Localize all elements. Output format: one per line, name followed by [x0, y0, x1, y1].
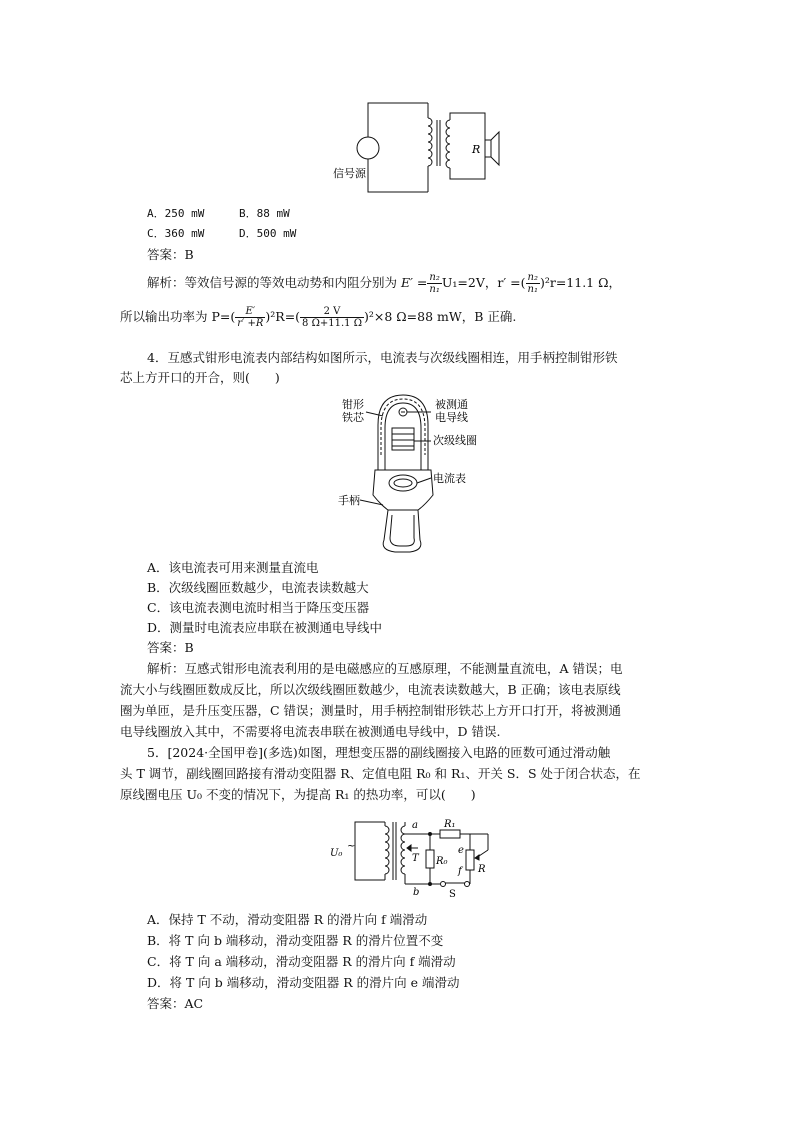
clamp-core-label-1: 钳形 [342, 398, 364, 411]
ac-source-symbol: ~ [347, 841, 356, 852]
q4-option-b: B．次级线圈匝数越少，电流表读数越大 [147, 580, 369, 595]
measured-wire-label-1: 被测通 [435, 398, 468, 411]
r0-label: R₀ [436, 856, 448, 867]
resistor-r-label: R [472, 143, 481, 156]
q3-option-d: D．500 mW [239, 227, 297, 240]
q3-answer: 答案：B [147, 247, 194, 262]
q4-analysis-line2: 流大小与线圈匝数成反比，所以次级线圈匝数越少，电流表读数越大，B 正确；该电表原线 [120, 682, 621, 697]
q5-option-c: C．将 T 向 a 端移动，滑动变阻器 R 的滑片向 f 端滑动 [147, 954, 456, 969]
terminal-b-label: b [413, 887, 420, 898]
terminal-f-label: f [458, 866, 462, 877]
q4-answer: 答案：B [147, 640, 194, 655]
q5-stem-line1: 5．[2024·全国甲卷](多选)如图，理想变压器的副线圈接入电路的匝数可通过滑动触 [147, 745, 611, 760]
terminal-e-label: e [458, 845, 464, 856]
q3-option-b: B．88 mW [239, 207, 290, 220]
q3-option-a: A．250 mW [147, 207, 205, 220]
q4-stem-line2: 芯上方开口的开合，则( ) [120, 370, 280, 385]
slider-t-label: T [412, 853, 419, 864]
q5-stem-line3: 原线圈电压 U₀ 不变的情况下，为提高 R₁ 的热功率，可以( ) [120, 787, 476, 802]
q5-option-d: D．将 T 向 b 端移动，滑动变阻器 R 的滑片向 e 端滑动 [147, 975, 460, 990]
q4-option-c: C．该电流表测电流时相当于降压变压器 [147, 600, 370, 615]
q4-option-a: A．该电流表可用来测量直流电 [147, 560, 319, 575]
q4-stem-line1: 4．互感式钳形电流表内部结构如图所示，电流表与次级线圈相连，用手柄控制钳形铁 [147, 350, 618, 365]
secondary-coil-label: 次级线圈 [433, 434, 477, 447]
handle-label: 手柄 [338, 494, 360, 507]
switch-s-label: S [449, 889, 456, 900]
r1-label: R₁ [444, 819, 456, 830]
q3-analysis-line1: 解析：等效信号源的等效电动势和内阻分别为 E′ = $\frac{\text{n₂}}{\text{n₁}}$ U₁=2V，r′ =( $\frac{\text{n₂}}{\text{n₁}}$ )²r=11.1 Ω， [147, 272, 621, 295]
q4-analysis-line1: 解析：互感式钳形电流表利用的是电磁感应的互感原理，不能测量直流电，A 错误；电 [147, 661, 623, 676]
q5-option-a: A．保持 T 不动，滑动变阻器 R 的滑片向 f 端滑动 [147, 912, 428, 927]
q4-analysis-line3: 圈为单匝，是升压变压器，C 错误；测量时，用手柄控制钳形铁芯上方开口打开，将被测通 [120, 703, 622, 718]
q5-stem-line2: 头 T 调节，副线圈回路接有滑动变阻器 R、定值电阻 R₀ 和 R₁、开关 S．S 处于闭合状态，在 [120, 766, 641, 781]
q5-answer: 答案：AC [147, 996, 204, 1011]
q3-option-c: C．360 mW [147, 227, 205, 240]
u0-label: U₀ [330, 848, 343, 859]
q4-analysis-line4: 电导线圈放入其中，不需要将电流表串联在被测通电导线中，D 错误. [120, 724, 501, 739]
signal-source-label: 信号源 [333, 167, 366, 180]
q5-option-b: B．将 T 向 b 端移动，滑动变阻器 R 的滑片位置不变 [147, 933, 444, 948]
measured-wire-label-2: 电导线 [435, 411, 468, 424]
terminal-a-label: a [412, 820, 418, 831]
q4-option-d: D．测量时电流表应串联在被测通电导线中 [147, 620, 383, 635]
q3-analysis-line2: 所以输出功率为 P=( $\frac{E'}{r' +R}$ )²R=( $\frac{2 V}{8 \Omega+11.1 \Omega}$ )²×8 Ω=88 mW，B 正确. [120, 306, 517, 329]
rheostat-r-label: R [478, 864, 486, 875]
ammeter-label: 电流表 [433, 472, 466, 485]
clamp-core-label-2: 铁芯 [342, 411, 364, 424]
